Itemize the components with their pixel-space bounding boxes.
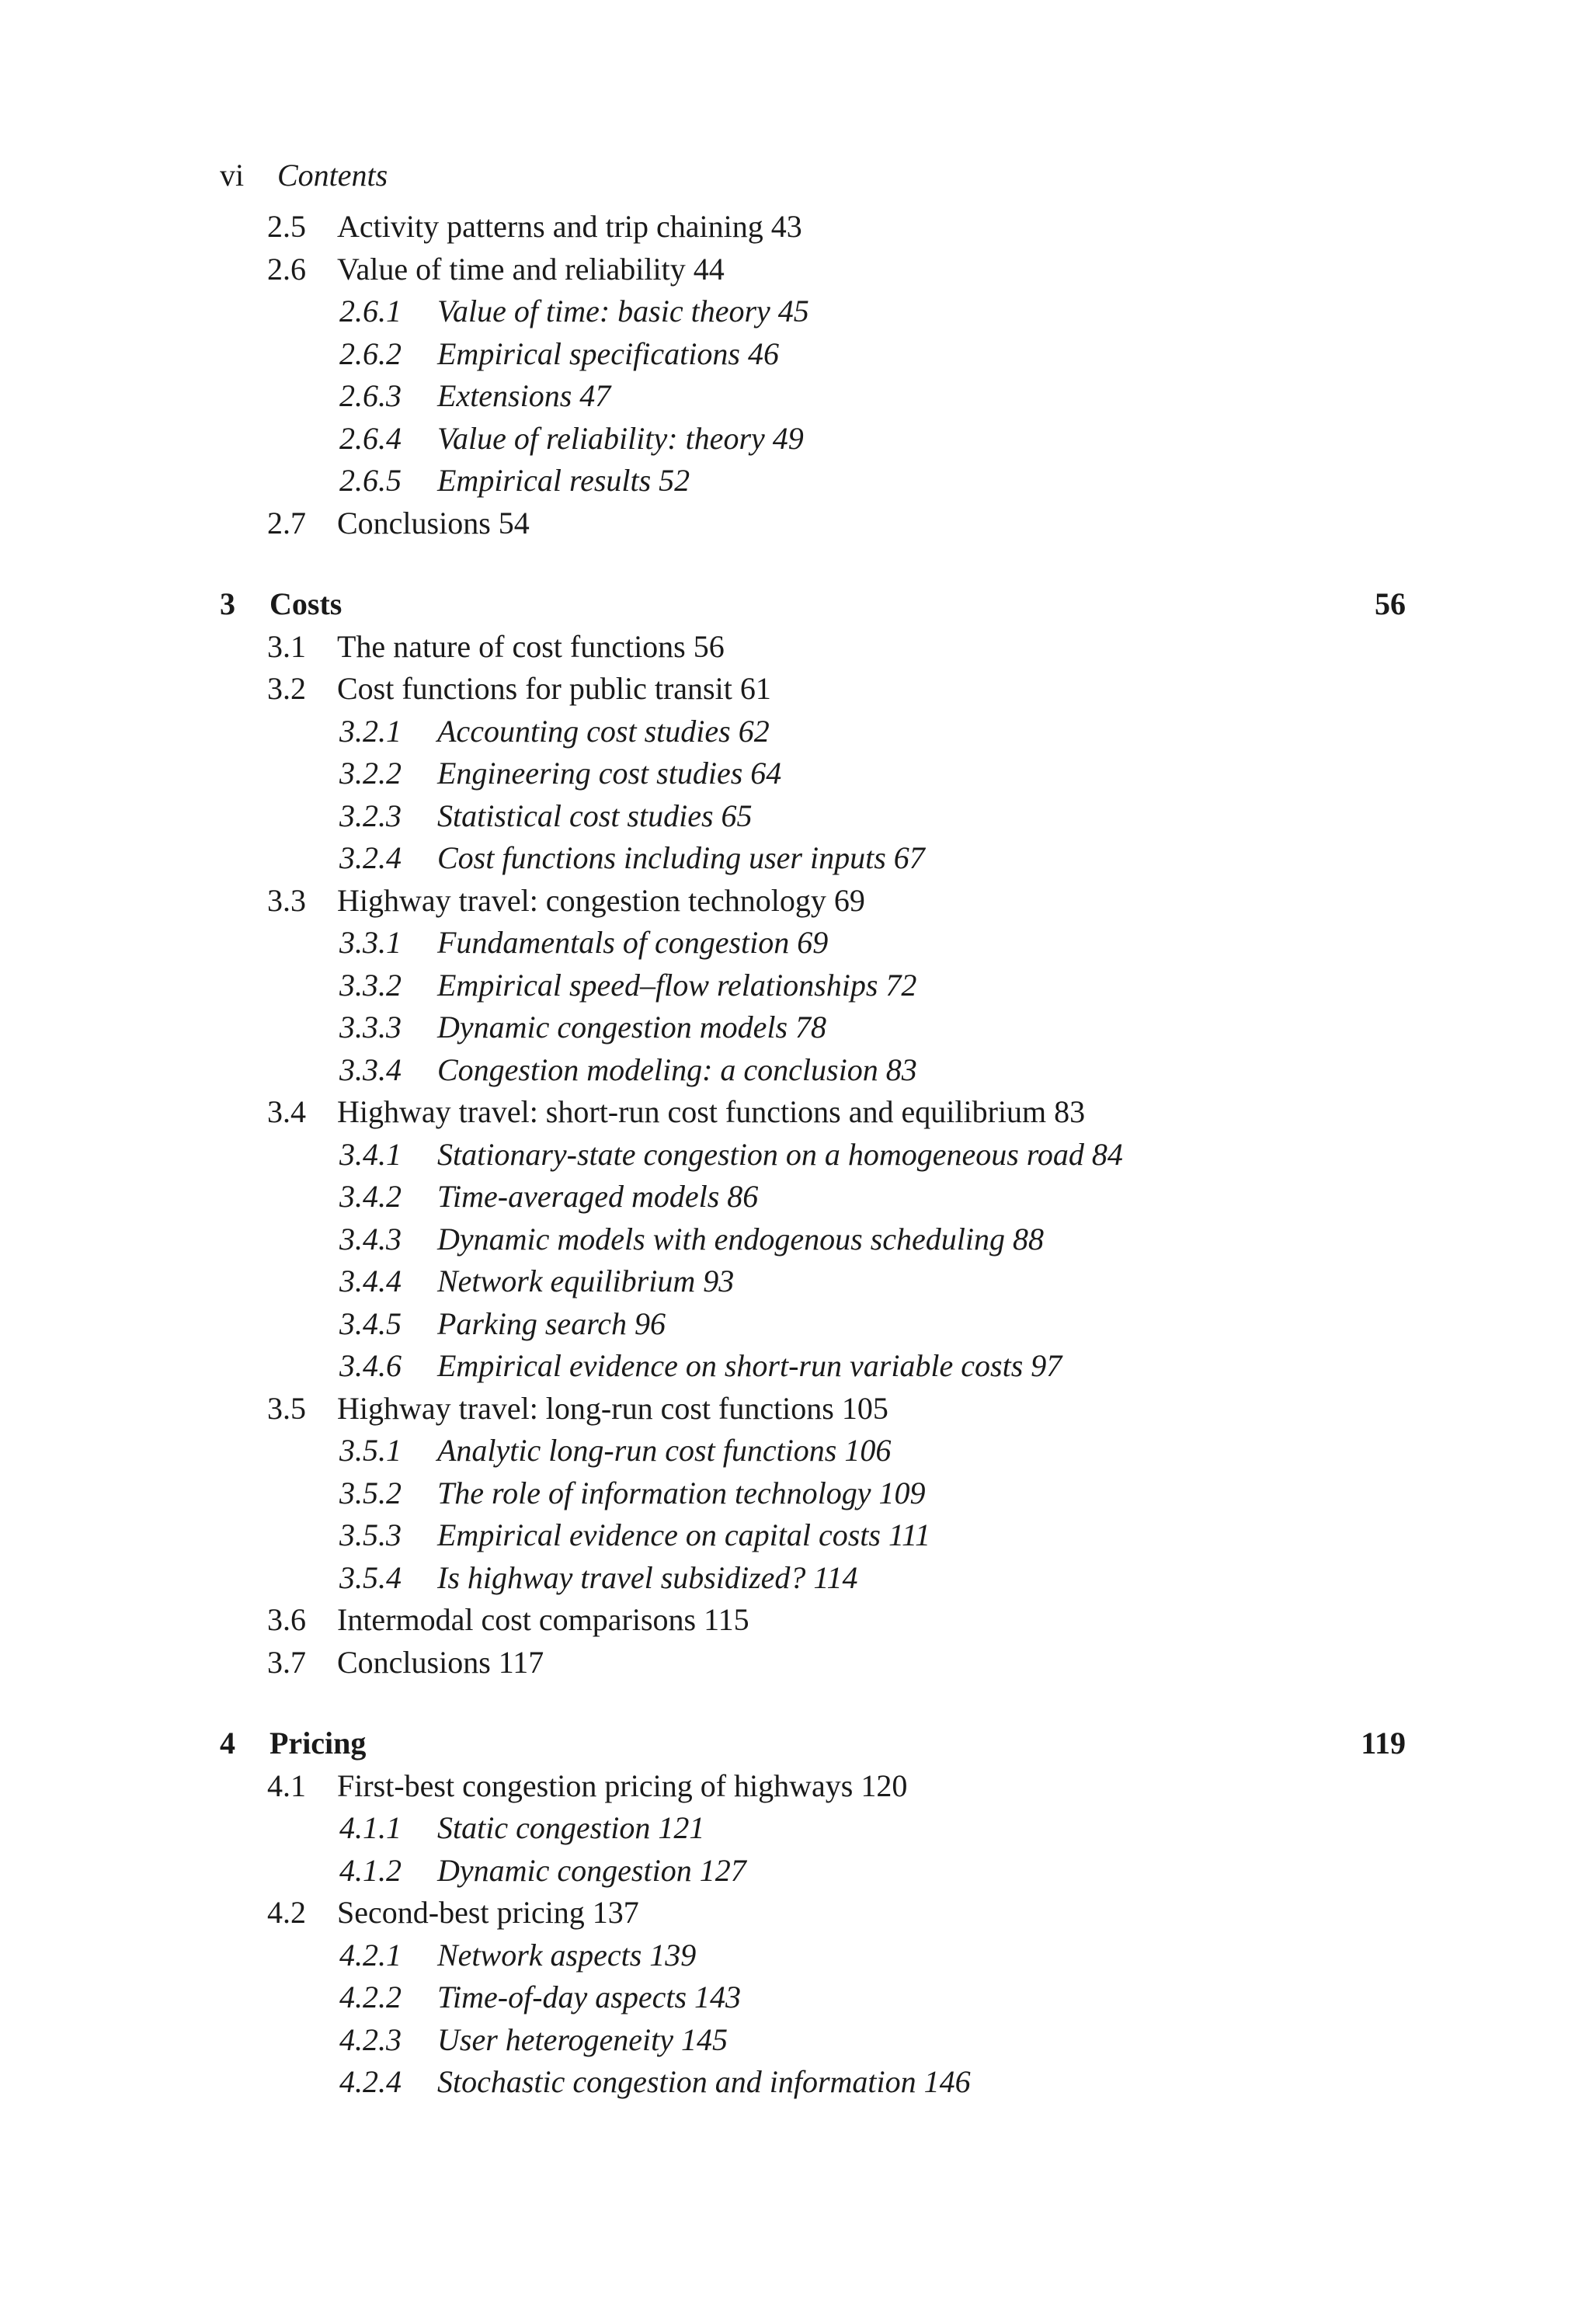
entry-title: Congestion modeling: a conclusion 83: [437, 1051, 917, 1087]
entry-title: Empirical evidence on capital costs 111: [437, 1517, 931, 1552]
entry-number: 3.5.4: [339, 1559, 402, 1595]
entry-title: First-best congestion pricing of highways 120: [337, 1768, 908, 1803]
toc-section-entry: [0, 668, 1596, 711]
entry-title: Static congestion 121: [437, 1810, 705, 1845]
entry-title: Empirical speed–flow relationships 72: [437, 967, 917, 1003]
entry-title: Time-averaged models 86: [437, 1179, 759, 1214]
entry-title: Value of reliability: theory 49: [437, 420, 804, 456]
toc-subsection-entry: [0, 1430, 1596, 1472]
entry-title: Intermodal cost comparisons 115: [337, 1602, 749, 1637]
page-number: vi: [220, 158, 245, 193]
entry-title: Highway travel: short-run cost functions and equilibrium 83: [337, 1094, 1086, 1129]
toc-subsection-entry: [0, 1807, 1596, 1850]
toc-section-entry: [0, 1388, 1596, 1430]
toc-subsection-entry: [0, 1934, 1596, 1977]
toc-subsection-entry: [0, 1303, 1596, 1346]
entry-title: Engineering cost studies 64: [437, 756, 782, 791]
entry-title: Value of time and reliability 44: [337, 251, 725, 287]
chapter-title: Pricing: [269, 1726, 367, 1761]
entry-title: Value of time: basic theory 45: [437, 294, 809, 328]
table-of-contents: [0, 206, 1596, 2104]
entry-number: 4.2.3: [339, 2021, 402, 2057]
toc-subsection-entry: [0, 965, 1596, 1007]
chapter-block: [0, 1722, 1596, 2104]
entry-title: Dynamic models with endogenous scheduling 88: [437, 1221, 1044, 1257]
entry-title: Cost functions including user inputs 67: [437, 840, 925, 875]
toc-subsection-entry: [0, 711, 1596, 753]
toc-section-entry: [0, 249, 1596, 291]
toc-subsection-entry: [0, 753, 1596, 795]
entry-number: 3.4: [267, 1094, 306, 1129]
toc-section-entry: [0, 1892, 1596, 1934]
entry-title: Dynamic congestion models 78: [437, 1010, 827, 1045]
toc-chapter-entry: [0, 583, 1596, 626]
entry-number: 2.7: [267, 505, 306, 541]
entry-number: 2.6.1: [339, 294, 402, 328]
entry-title: Network equilibrium 93: [437, 1264, 735, 1298]
entry-title: Analytic long-run cost functions 106: [437, 1433, 892, 1468]
entry-number: 4.2.1: [339, 1937, 402, 1973]
entry-number: 3.4.4: [339, 1264, 402, 1298]
entry-title: Empirical results 52: [437, 463, 690, 498]
chapter-spacer: [0, 1684, 1596, 1722]
toc-section-entry: [0, 1765, 1596, 1808]
toc-subsection-entry: [0, 1557, 1596, 1600]
toc-subsection-entry: [0, 1345, 1596, 1388]
entry-title: Cost functions for public transit 61: [337, 671, 771, 706]
toc-subsection-entry: [0, 1176, 1596, 1218]
toc-section-entry: [0, 626, 1596, 669]
entry-title: Time-of-day aspects 143: [437, 1980, 742, 2014]
toc-subsection-entry: [0, 1260, 1596, 1303]
entry-number: 3.3: [267, 882, 306, 918]
entry-number: 3.5.3: [339, 1517, 402, 1552]
entry-title: Parking search 96: [437, 1305, 666, 1341]
toc-section-entry: [0, 206, 1596, 249]
entry-number: 3.2.3: [339, 798, 402, 833]
entry-title: The role of information technology 109: [437, 1475, 926, 1510]
toc-subsection-entry: [0, 1514, 1596, 1557]
entry-number: 3.3.1: [339, 925, 402, 960]
toc-section-entry: [0, 502, 1596, 545]
toc-section-entry: [0, 1091, 1596, 1134]
toc-subsection-entry: [0, 1006, 1596, 1049]
entry-number: 3.5: [267, 1390, 306, 1426]
chapter-number: 3: [220, 586, 235, 621]
toc-subsection-entry: [0, 1134, 1596, 1177]
entry-number: 3.4.1: [339, 1136, 402, 1172]
entry-title: Is highway travel subsidized? 114: [437, 1559, 858, 1595]
chapter-page-number: 119: [1361, 1726, 1406, 1761]
entry-number: 4.1.1: [339, 1810, 402, 1845]
entry-title: The nature of cost functions 56: [337, 628, 725, 664]
entry-title: Highway travel: congestion technology 69: [337, 882, 865, 918]
entry-title: Dynamic congestion 127: [437, 1852, 746, 1888]
entry-number: 4.2.4: [339, 2064, 402, 2099]
entry-number: 2.5: [267, 209, 306, 244]
entry-number: 3.2.2: [339, 756, 402, 791]
toc-section-entry: [0, 880, 1596, 923]
toc-subsection-entry: [0, 460, 1596, 502]
entry-number: 3.6: [267, 1602, 306, 1637]
toc-subsection-entry: [0, 418, 1596, 461]
entry-number: 4.2.2: [339, 1980, 402, 2014]
toc-subsection-entry: [0, 2061, 1596, 2104]
entry-title: Statistical cost studies 65: [437, 798, 753, 833]
running-head-title: Contents: [277, 158, 388, 193]
entry-title: Conclusions 117: [337, 1644, 544, 1680]
entry-number: 2.6.2: [339, 335, 402, 371]
entry-title: Empirical specifications 46: [437, 335, 779, 371]
entry-number: 3.5.2: [339, 1475, 402, 1510]
entry-title: Highway travel: long-run cost functions 105: [337, 1390, 888, 1426]
entry-title: Conclusions 54: [337, 505, 530, 541]
toc-subsection-entry: [0, 795, 1596, 838]
entry-number: 4.1: [267, 1768, 306, 1803]
chapter-number: 4: [220, 1726, 235, 1761]
entry-title: Accounting cost studies 62: [437, 713, 770, 749]
entry-number: 3.2.4: [339, 840, 402, 875]
entry-number: 3.4.3: [339, 1221, 402, 1257]
entry-title: User heterogeneity 145: [437, 2021, 728, 2057]
entry-number: 2.6.3: [339, 378, 402, 413]
toc-subsection-entry: [0, 1218, 1596, 1261]
entry-number: 3.3.3: [339, 1010, 402, 1045]
entry-number: 3.4.2: [339, 1179, 402, 1214]
chapter-2-continued: [0, 206, 1596, 544]
toc-subsection-entry: [0, 1850, 1596, 1893]
toc-section-entry: [0, 1599, 1596, 1642]
toc-chapter-entry: [0, 1722, 1596, 1765]
entry-number: 3.2.1: [339, 713, 402, 749]
entry-title: Stochastic congestion and information 146: [437, 2064, 971, 2099]
entry-number: 3.4.5: [339, 1305, 402, 1341]
entry-number: 3.3.2: [339, 967, 402, 1003]
entry-number: 2.6.4: [339, 420, 402, 456]
entry-title: Extensions 47: [437, 378, 611, 413]
running-head: [220, 152, 388, 199]
entry-title: Fundamentals of congestion 69: [437, 925, 829, 960]
entry-number: 3.2: [267, 671, 306, 706]
entry-title: Activity patterns and trip chaining 43: [337, 209, 802, 244]
entry-number: 3.5.1: [339, 1433, 402, 1468]
toc-subsection-entry: [0, 375, 1596, 418]
entry-title: Second-best pricing 137: [337, 1895, 639, 1930]
entry-title: Stationary-state congestion on a homogeneous road 84: [437, 1136, 1123, 1172]
chapter-title: Costs: [269, 586, 342, 621]
toc-section-entry: [0, 1642, 1596, 1684]
entry-number: 2.6: [267, 251, 306, 287]
toc-subsection-entry: [0, 290, 1596, 333]
chapter-spacer: [0, 544, 1596, 583]
entry-number: 3.3.4: [339, 1051, 402, 1087]
toc-subsection-entry: [0, 333, 1596, 376]
chapter-block: [0, 583, 1596, 1684]
toc-subsection-entry: [0, 1472, 1596, 1515]
entry-title: Empirical evidence on short-run variable costs 97: [437, 1348, 1062, 1383]
chapter-page-number: 56: [1375, 586, 1406, 621]
toc-subsection-entry: [0, 837, 1596, 880]
toc-subsection-entry: [0, 922, 1596, 965]
entry-title: Network aspects 139: [437, 1937, 697, 1973]
entry-number: 3.1: [267, 628, 306, 664]
entry-number: 4.2: [267, 1895, 306, 1930]
entry-number: 2.6.5: [339, 463, 402, 498]
toc-subsection-entry: [0, 2019, 1596, 2062]
entry-number: 3.7: [267, 1644, 306, 1680]
toc-subsection-entry: [0, 1976, 1596, 2019]
toc-subsection-entry: [0, 1049, 1596, 1092]
entry-number: 4.1.2: [339, 1852, 402, 1888]
entry-number: 3.4.6: [339, 1348, 402, 1383]
